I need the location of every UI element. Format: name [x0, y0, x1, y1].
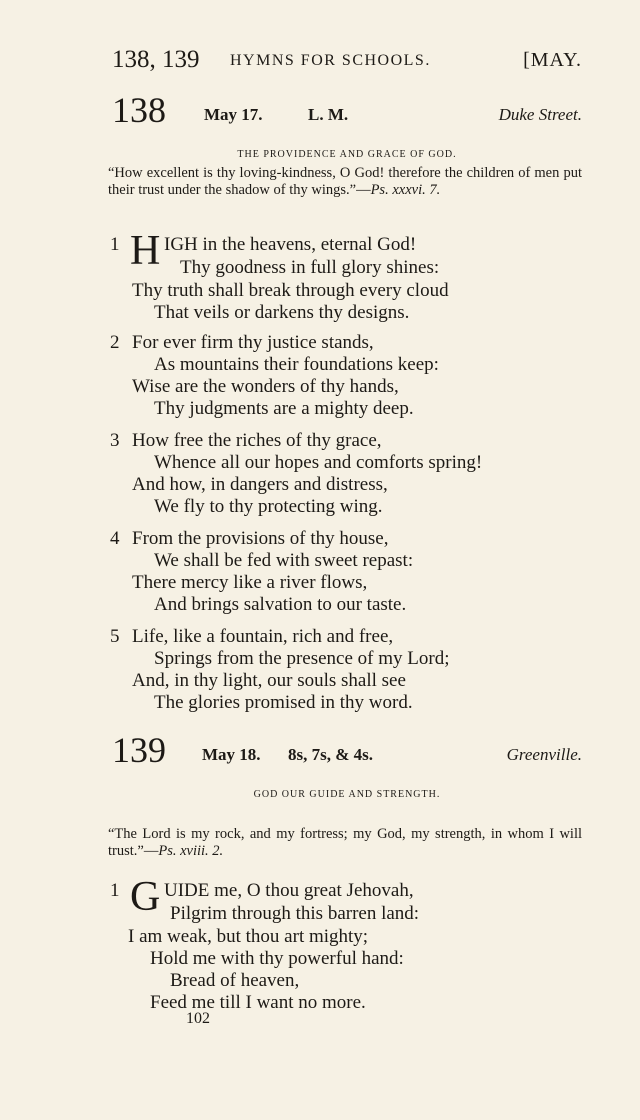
hymn-number: 138	[112, 90, 166, 130]
stanza-line: And how, in dangers and distress,	[132, 474, 388, 495]
stanza-line: We fly to thy protecting wing.	[154, 496, 383, 517]
stanza-line: UIDE me, O thou great Jehovah,	[164, 880, 414, 901]
hymn-number: 139	[112, 730, 166, 770]
hymn-138-header	[112, 92, 582, 132]
drop-cap: G	[130, 874, 161, 920]
stanza-number: 1	[110, 880, 120, 901]
stanza-line: For ever firm thy justice stands,	[132, 332, 374, 353]
stanza	[110, 430, 590, 520]
stanza-line: How free the riches of thy grace,	[132, 430, 382, 451]
stanza-line: Bread of heaven,	[170, 970, 300, 991]
stanza	[110, 332, 590, 422]
hymn-epigraph	[108, 165, 582, 199]
stanza-number: 4	[110, 528, 120, 549]
stanza	[110, 528, 590, 618]
page-numbers: 138, 139	[112, 46, 200, 73]
epigraph-reference: Ps. xxxvi. 7.	[370, 182, 441, 198]
stanza	[110, 874, 590, 1015]
stanza-line: I am weak, but thou art mighty;	[128, 926, 369, 947]
epigraph-text: “How excellent is thy loving-kindness, O God! therefore the children of men put their trust under the shadow of thy wings.”—	[108, 165, 582, 198]
stanza-line: Thy judgments are a mighty deep.	[154, 398, 414, 419]
hymn-tune: Duke Street.	[498, 105, 582, 124]
month-heading: [MAY.	[523, 49, 582, 71]
stanza-line: Thy goodness in full glory shines:	[180, 257, 440, 278]
stanza-line: And, in thy light, our souls shall see	[132, 670, 406, 691]
hymn-meter: 8s, 7s, & 4s.	[288, 745, 374, 764]
stanza-number: 5	[110, 626, 120, 647]
hymn-139-header	[112, 732, 582, 772]
stanza-line: We shall be fed with sweet repast:	[154, 550, 414, 571]
hymn-meter: L. M.	[308, 105, 349, 124]
epigraph-text: “The Lord is my rock, and my fortress; my God, my strength, in whom I will trust.”—	[108, 826, 582, 859]
hymn-subject: GOD OUR GUIDE AND STRENGTH.	[253, 789, 441, 800]
stanza-line: From the provisions of thy house,	[132, 528, 389, 549]
hymn-tune: Greenville.	[506, 745, 582, 764]
stanza-number: 3	[110, 430, 120, 451]
epigraph-reference: Ps. xviii. 2.	[158, 843, 224, 859]
stanza-line: Hold me with thy powerful hand:	[150, 948, 404, 969]
stanza-number: 2	[110, 332, 120, 353]
hymn-subject: THE PROVIDENCE AND GRACE OF GOD.	[237, 149, 457, 160]
stanza-line: The glories promised in thy word.	[154, 692, 413, 713]
stanza-line: And brings salvation to our taste.	[154, 594, 407, 615]
stanza-line: Pilgrim through this barren land:	[170, 903, 420, 924]
hymn-date: May 18.	[202, 745, 261, 764]
stanza	[110, 228, 590, 324]
stanza-line: Springs from the presence of my Lord;	[154, 648, 450, 669]
page-folio: 102	[186, 1010, 210, 1027]
stanza-line: Feed me till I want no more.	[150, 992, 366, 1013]
stanza-line: As mountains their foundations keep:	[154, 354, 439, 375]
stanza-line: Whence all our hopes and comforts spring!	[154, 452, 483, 473]
stanza-line: Thy truth shall break through every cloud	[132, 280, 449, 301]
hymn-epigraph	[108, 826, 582, 860]
hymn-date: May 17.	[204, 105, 263, 124]
running-head	[112, 46, 582, 76]
stanza-line: IGH in the heavens, eternal God!	[164, 234, 417, 255]
stanza-line: Life, like a fountain, rich and free,	[132, 626, 394, 647]
stanza-line: There mercy like a river flows,	[132, 572, 368, 593]
drop-cap: H	[130, 228, 161, 274]
stanza-line: That veils or darkens thy designs.	[154, 302, 410, 323]
stanza	[110, 626, 590, 716]
stanza-number: 1	[110, 234, 120, 255]
stanza-line: Wise are the wonders of thy hands,	[132, 376, 399, 397]
book-title: HYMNS FOR SCHOOLS.	[230, 52, 431, 69]
